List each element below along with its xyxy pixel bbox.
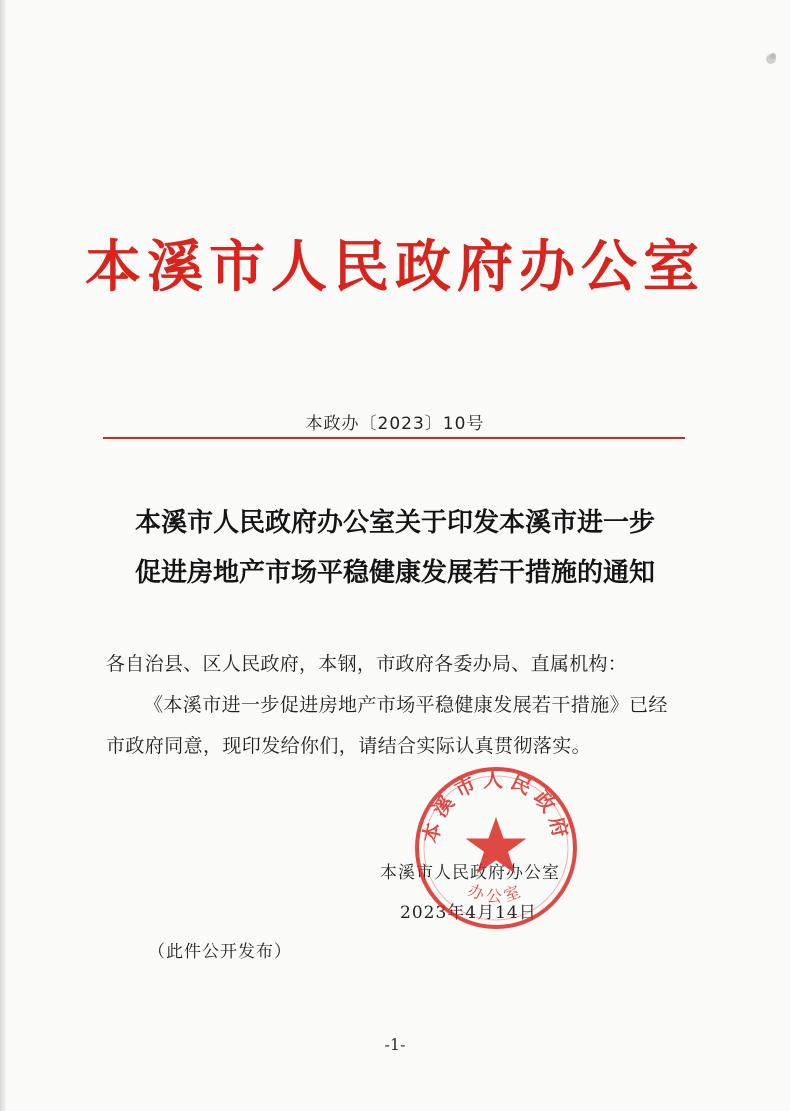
scan-mark-icon bbox=[760, 48, 782, 70]
page-edge bbox=[0, 0, 6, 1111]
seal-bottom-text: 办公室 bbox=[465, 880, 527, 906]
document-title-line-1: 本溪市人民政府办公室关于印发本溪市进一步 bbox=[134, 508, 655, 538]
public-release-note: （此件公开发布） bbox=[148, 942, 292, 962]
seal-star-icon bbox=[466, 817, 527, 874]
page-number: -1- bbox=[384, 1035, 406, 1054]
body-paragraph-line-1: 《本溪市进一步促进房地产市场平稳健康发展若干措施》已经 bbox=[144, 694, 668, 716]
svg-text:办公室 bbox=[466, 881, 527, 906]
issuing-authority-header: 本溪市人民政府办公室 bbox=[85, 235, 705, 300]
body-paragraph-line-2: 市政府同意，现印发给你们，请结合实际认真贯彻落实。 bbox=[106, 735, 592, 757]
recipient-line: 各自治县、区人民政府，本钢，市政府各委办局、直属机构： bbox=[106, 653, 628, 675]
red-divider-line bbox=[103, 437, 685, 439]
document-number: 本政办〔2023〕10号 bbox=[305, 414, 485, 434]
official-seal bbox=[411, 763, 581, 933]
document-title-line-2: 促进房地产市场平稳健康发展若干措施的通知 bbox=[134, 558, 655, 588]
signature-organization: 本溪市人民政府办公室 bbox=[380, 863, 560, 883]
signature-date: 2023年4月14日 bbox=[400, 903, 537, 923]
seal-top-text: 本溪市人民政府 bbox=[418, 767, 574, 846]
